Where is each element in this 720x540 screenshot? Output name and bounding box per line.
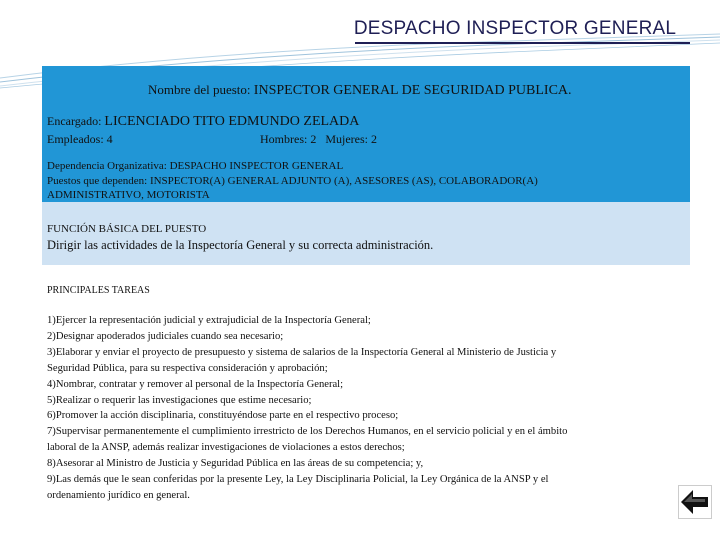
employees-count: Empleados: 4 (47, 132, 113, 146)
dependency-line: Dependencia Organizativa: DESPACHO INSPECTOR GENERAL (47, 160, 344, 172)
basic-function-description: Dirigir las actividades de la Inspectoría General y su correcta administración. (47, 238, 434, 252)
task-item: 2)Designar apoderados judiciales cuando sea necesario; (47, 330, 284, 342)
page-title: DESPACHO INSPECTOR GENERAL (353, 18, 677, 39)
men-count: Hombres: 2 (260, 132, 317, 146)
basic-function (47, 221, 433, 253)
task-item: 8)Asesorar al Ministro de Justicia y Seguridad Pública en las áreas de su competencia; y, (47, 458, 424, 470)
job-title-value: INSPECTOR GENERAL DE SEGURIDAD PUBLICA. (253, 83, 572, 98)
task-item: 9)Las demás que le sean conferidas por la presente Ley, la Ley Disciplinaria Policial, la Ley Orgánica de la ANSP y el ordenamiento jurídico en general. (47, 474, 549, 501)
task-item: 6)Promover la acción disciplinaria, constituyéndose parte en el respectivo proceso; (47, 410, 399, 422)
title-underline (355, 42, 690, 44)
manager-label: Encargado: (47, 114, 102, 128)
gender-counts (260, 132, 377, 147)
manager-row (47, 114, 359, 130)
task-item: 4)Nombrar, contratar y remover al personal de la Inspectoría General; (47, 378, 344, 390)
job-title-label: Nombre del puesto: (148, 82, 251, 97)
task-item: 1)Ejercer la representación judicial y extrajudicial de la Inspectoría General; (47, 315, 371, 326)
manager-value: LICENCIADO TITO EDMUNDO ZELADA (104, 114, 360, 129)
organizational-dependency (47, 159, 538, 203)
job-title-row (148, 82, 572, 99)
back-arrow-icon[interactable] (678, 485, 712, 519)
basic-function-heading: FUNCIÓN BÁSICA DEL PUESTO (47, 223, 207, 235)
women-count: Mujeres: 2 (325, 132, 377, 146)
task-item: 7)Supervisar permanentemente el cumplimiento irrestricto de los Derechos Humanos, en el servicio policial y en el ámbito laboral de la ANSP, además realizar investigaciones de violaciones a estos derechos; (47, 426, 568, 454)
main-tasks-heading: PRINCIPALES TAREAS (47, 285, 150, 296)
main-tasks-list (47, 313, 687, 504)
subordinate-positions-line-2: ADMINISTRATIVO, MOTORISTA (47, 189, 210, 201)
subordinate-positions-line-1: Puestos que dependen: INSPECTOR(A) GENERAL ADJUNTO (A), ASESORES (AS), COLABORADOR(A) (47, 174, 538, 187)
task-item: 3)Elaborar y enviar el proyecto de presupuesto y sistema de salarios de la Inspectoría General al Ministerio de Justicia y Seguridad Pública, para su respectiva consideración y aprobación; (47, 346, 557, 374)
task-item: 5)Realizar o requerir las investigaciones que estime necesario; (47, 394, 312, 406)
